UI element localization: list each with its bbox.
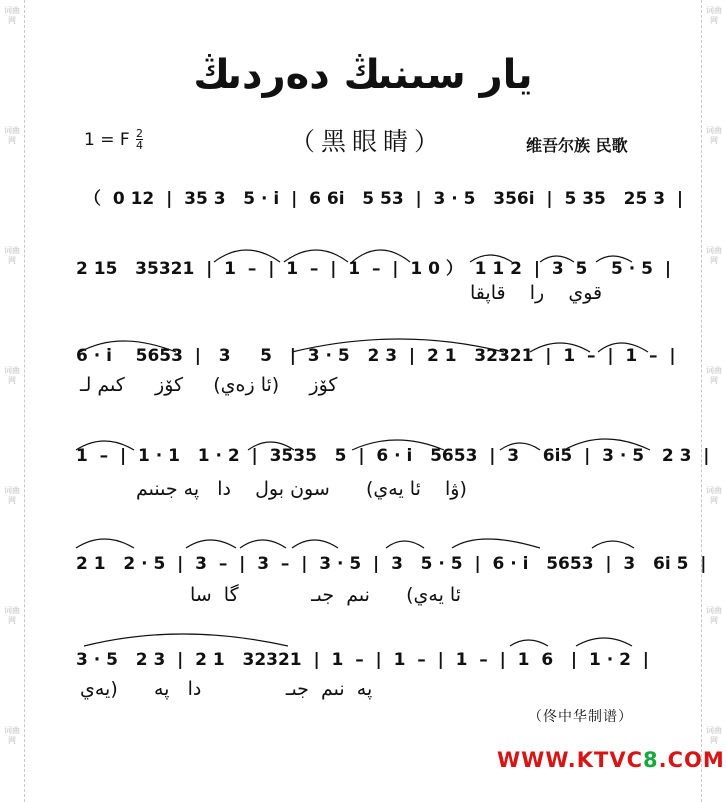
time-signature-top: 2 — [136, 127, 143, 140]
slur-arc — [576, 638, 632, 646]
staff-5-lyrics: ئا يەي) نىم جىـ گا سا — [190, 584, 462, 606]
staff-6-notes: 3 · 5 2 3 | 2 1 32321 | 1 – | 1 – | 1 – | 1 6 | 1 · 2 | — [76, 650, 649, 670]
watermark-text: 词曲网 — [4, 486, 20, 505]
staff-3-notes: 6 · i 5653 | 3 5 | 3 · 5 2 3 | 2 1 32321 | 1 – | 1 – | — [76, 346, 676, 366]
right-watermark-strip — [701, 0, 726, 802]
staff-1-notes: （ 0 12 | 35 3 5 · i | 6 6i 5 53 | 3 · 5 356i | 5 35 25 3 | — [84, 189, 684, 209]
song-title-uyghur: يار سىنىڭ دەردىڭ — [193, 52, 533, 98]
time-signature-bottom: 4 — [136, 139, 143, 152]
left-watermark-strip — [0, 0, 25, 802]
watermark-text: 词曲网 — [706, 606, 722, 625]
slur-arc — [592, 541, 634, 548]
website-watermark — [497, 748, 725, 772]
slur-arc — [452, 539, 540, 548]
watermark-text: 词曲网 — [4, 726, 20, 745]
staff-3-lyrics: كۆز (ئا زەي) كۆز كىم لـ — [80, 374, 338, 396]
key-signature: 1 = F — [84, 130, 130, 150]
watermark-text: 词曲网 — [706, 366, 722, 385]
watermark-text: 词曲网 — [706, 726, 722, 745]
slur-arc — [386, 541, 424, 548]
slur-arc — [292, 540, 338, 548]
staff-2-notes: 2 15 35321 | 1 – | 1 – | 1 – | 1 0 ） 1 1 2 | 3 5 5 · 5 | — [76, 259, 672, 279]
watermark-text: 词曲网 — [706, 6, 722, 25]
slur-arc — [84, 634, 288, 646]
watermark-text: 词曲网 — [706, 246, 722, 265]
watermark-text: 词曲网 — [4, 246, 20, 265]
slur-arc — [510, 640, 548, 646]
watermark-text: 词曲网 — [706, 126, 722, 145]
watermark-text: 词曲网 — [4, 606, 20, 625]
watermark-text: 词曲网 — [4, 6, 20, 25]
genre-label: 维吾尔族 民歌 — [526, 136, 628, 155]
staff-2-lyrics: قوي را قاپقا — [470, 282, 603, 304]
slur-arc — [76, 539, 134, 548]
watermark-text: 词曲网 — [4, 126, 20, 145]
staff-4-lyrics: (ۋا ئا يەي) سون بول دا پە جىنىم — [136, 478, 467, 500]
watermark-text: 词曲网 — [4, 366, 20, 385]
staff-6-lyrics: پە نىم جىـ دا پە (يەي — [80, 678, 373, 700]
staff-5-notes: 2 1 2 · 5 | 3 – | 3 – | 3 · 5 | 3 5 · 5 | 6 · i 5653 | 3 6i 5 | — [76, 554, 707, 574]
slur-arc — [240, 540, 286, 548]
song-subtitle: （黑眼睛） — [290, 127, 446, 156]
website-text-part: WWW.KTVC — [497, 748, 644, 772]
transcriber-credit: （佟中华制谱） — [528, 709, 633, 725]
website-text-part: .COM — [658, 748, 725, 772]
watermark-text: 词曲网 — [706, 486, 722, 505]
slur-arc — [186, 540, 236, 548]
time-signature — [136, 128, 143, 151]
staff-4-notes: 1 – | 1 · 1 1 · 2 | 3535 5 | 6 · i 5653 | 3 6i5 | 3 · 5 2 3 | — [76, 446, 710, 466]
website-text-part: 8 — [643, 748, 659, 772]
